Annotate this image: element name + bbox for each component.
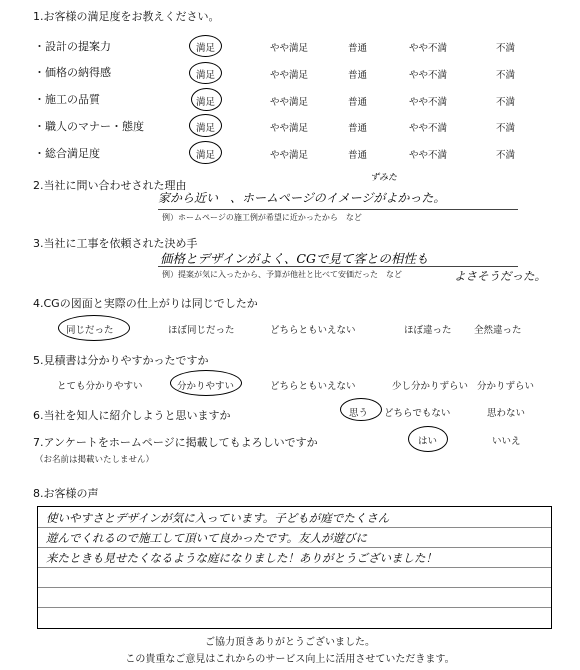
selection-circle <box>191 88 222 111</box>
q2-title: 2.当社に問い合わせされた理由 <box>33 179 187 192</box>
selection-circle <box>189 35 222 57</box>
q1-option[interactable]: 不満 <box>496 123 516 134</box>
voice-line[interactable]: 遊んでくれるので施工して頂いて良かったです。友人が遊びに <box>46 531 368 545</box>
q1-option[interactable]: 普通 <box>348 123 368 134</box>
q1-option[interactable]: 満足 <box>196 150 216 161</box>
q3-answer-line <box>158 266 518 267</box>
q5-option[interactable]: 少し分かりずらい <box>392 381 469 392</box>
selection-circle <box>170 370 242 396</box>
selection-circle <box>189 62 222 84</box>
q1-row-label: ・価格の納得感 <box>34 66 111 79</box>
q1-row-label: ・施工の品質 <box>34 93 100 106</box>
q4-title: 4.CGの図面と実際の仕上がりは同じでしたか <box>33 297 258 310</box>
q5-option[interactable]: とても分かりやすい <box>57 381 143 392</box>
q1-option[interactable]: 不満 <box>496 150 516 161</box>
q2-handwritten-answer[interactable]: 家から近い 、ホームページのイメージがよかった。 <box>158 191 446 205</box>
q7-title: 7.アンケートをホームページに掲載してもよろしいですか <box>33 436 318 449</box>
selection-circle <box>189 114 222 137</box>
q1-option[interactable]: やや満足 <box>270 97 309 108</box>
q1-option[interactable]: やや満足 <box>270 70 309 81</box>
ruled-line <box>38 567 551 568</box>
ruled-line <box>38 587 551 588</box>
q2-answer-line <box>158 209 518 210</box>
q1-option[interactable]: 満足 <box>196 43 216 54</box>
footer-thanks: ご協力頂きありがとうございました。 <box>205 637 375 648</box>
q1-option[interactable]: やや不満 <box>409 97 448 108</box>
q7-note: （お名前は掲載いたしません） <box>35 455 155 465</box>
q7-option[interactable]: いいえ <box>492 436 521 447</box>
selection-circle <box>58 315 130 341</box>
q1-option[interactable]: 普通 <box>348 97 368 108</box>
q6-option[interactable]: 思わない <box>487 408 526 419</box>
selection-circle <box>408 426 448 452</box>
selection-circle <box>340 398 382 421</box>
ruled-line <box>38 607 551 608</box>
q4-option[interactable]: ほぼ同じだった <box>168 325 235 336</box>
q1-title: 1.お客様の満足度をお教えください。 <box>33 10 220 23</box>
q5-option[interactable]: 分かりずらい <box>477 381 535 392</box>
selection-circle <box>189 141 222 164</box>
q6-option[interactable]: どちらでもない <box>384 408 451 419</box>
q4-option[interactable]: 全然違った <box>474 325 522 336</box>
q2-example: 例）ホームページの施工例が希望に近かったから など <box>162 213 362 222</box>
q3-handwritten-answer[interactable]: 価格とデザインがよく、CGで見て客との相性も <box>160 251 429 266</box>
q1-option[interactable]: 普通 <box>348 150 368 161</box>
q1-option[interactable]: 満足 <box>196 97 216 108</box>
voice-line[interactable]: 使いやすさとデザインが気に入っています。子どもが庭でたくさん <box>46 511 390 525</box>
q4-option[interactable]: 同じだった <box>66 325 114 336</box>
q1-option[interactable]: やや満足 <box>270 150 309 161</box>
q6-title: 6.当社を知人に紹介しようと思いますか <box>33 409 231 422</box>
q1-option[interactable]: 不満 <box>496 97 516 108</box>
q7-option[interactable]: はい <box>418 436 438 447</box>
q1-option[interactable]: やや不満 <box>409 43 448 54</box>
q1-option[interactable]: 不満 <box>496 70 516 81</box>
q5-option[interactable]: 分かりやすい <box>177 381 235 392</box>
ruled-line <box>38 547 551 548</box>
q1-option[interactable]: やや不満 <box>409 123 448 134</box>
customer-voice-box <box>37 506 552 629</box>
q1-option[interactable]: 普通 <box>348 43 368 54</box>
q1-option[interactable]: やや満足 <box>270 43 309 54</box>
voice-line[interactable]: 来たときも見せたくなるような庭になりました！ありがとうございました！ <box>46 551 437 565</box>
q1-option[interactable]: 普通 <box>348 70 368 81</box>
q1-row-label: ・職人のマナー・態度 <box>34 120 144 133</box>
q4-option[interactable]: ほぼ違った <box>404 325 452 336</box>
q5-title: 5.見積書は分かりやすかったですか <box>33 354 209 367</box>
ruled-line <box>38 527 551 528</box>
q2-handwritten-note: ずみた <box>370 173 398 183</box>
q1-row-label: ・設計の提案力 <box>34 40 111 53</box>
q1-option[interactable]: やや不満 <box>409 150 448 161</box>
q3-title: 3.当社に工事を依頼された決め手 <box>33 237 198 250</box>
q4-option[interactable]: どちらともいえない <box>270 325 356 336</box>
q1-option[interactable]: やや不満 <box>409 70 448 81</box>
q1-option[interactable]: 満足 <box>196 70 216 81</box>
q1-row-label: ・総合満足度 <box>34 147 100 160</box>
q1-option[interactable]: やや満足 <box>270 123 309 134</box>
q8-title: 8.お客様の声 <box>33 487 99 500</box>
footer-note: この貴重なご意見はこれからのサービス向上に活用させていただきます。 <box>125 654 455 665</box>
q1-option[interactable]: 不満 <box>496 43 516 54</box>
q5-option[interactable]: どちらともいえない <box>270 381 356 392</box>
q3-handwritten-extra: よさそうだった。 <box>454 269 546 283</box>
q6-option[interactable]: 思う <box>349 408 369 419</box>
q1-option[interactable]: 満足 <box>196 123 216 134</box>
q3-example: 例）提案が気に入ったから、予算が他社と比べて安価だった など <box>162 270 402 279</box>
